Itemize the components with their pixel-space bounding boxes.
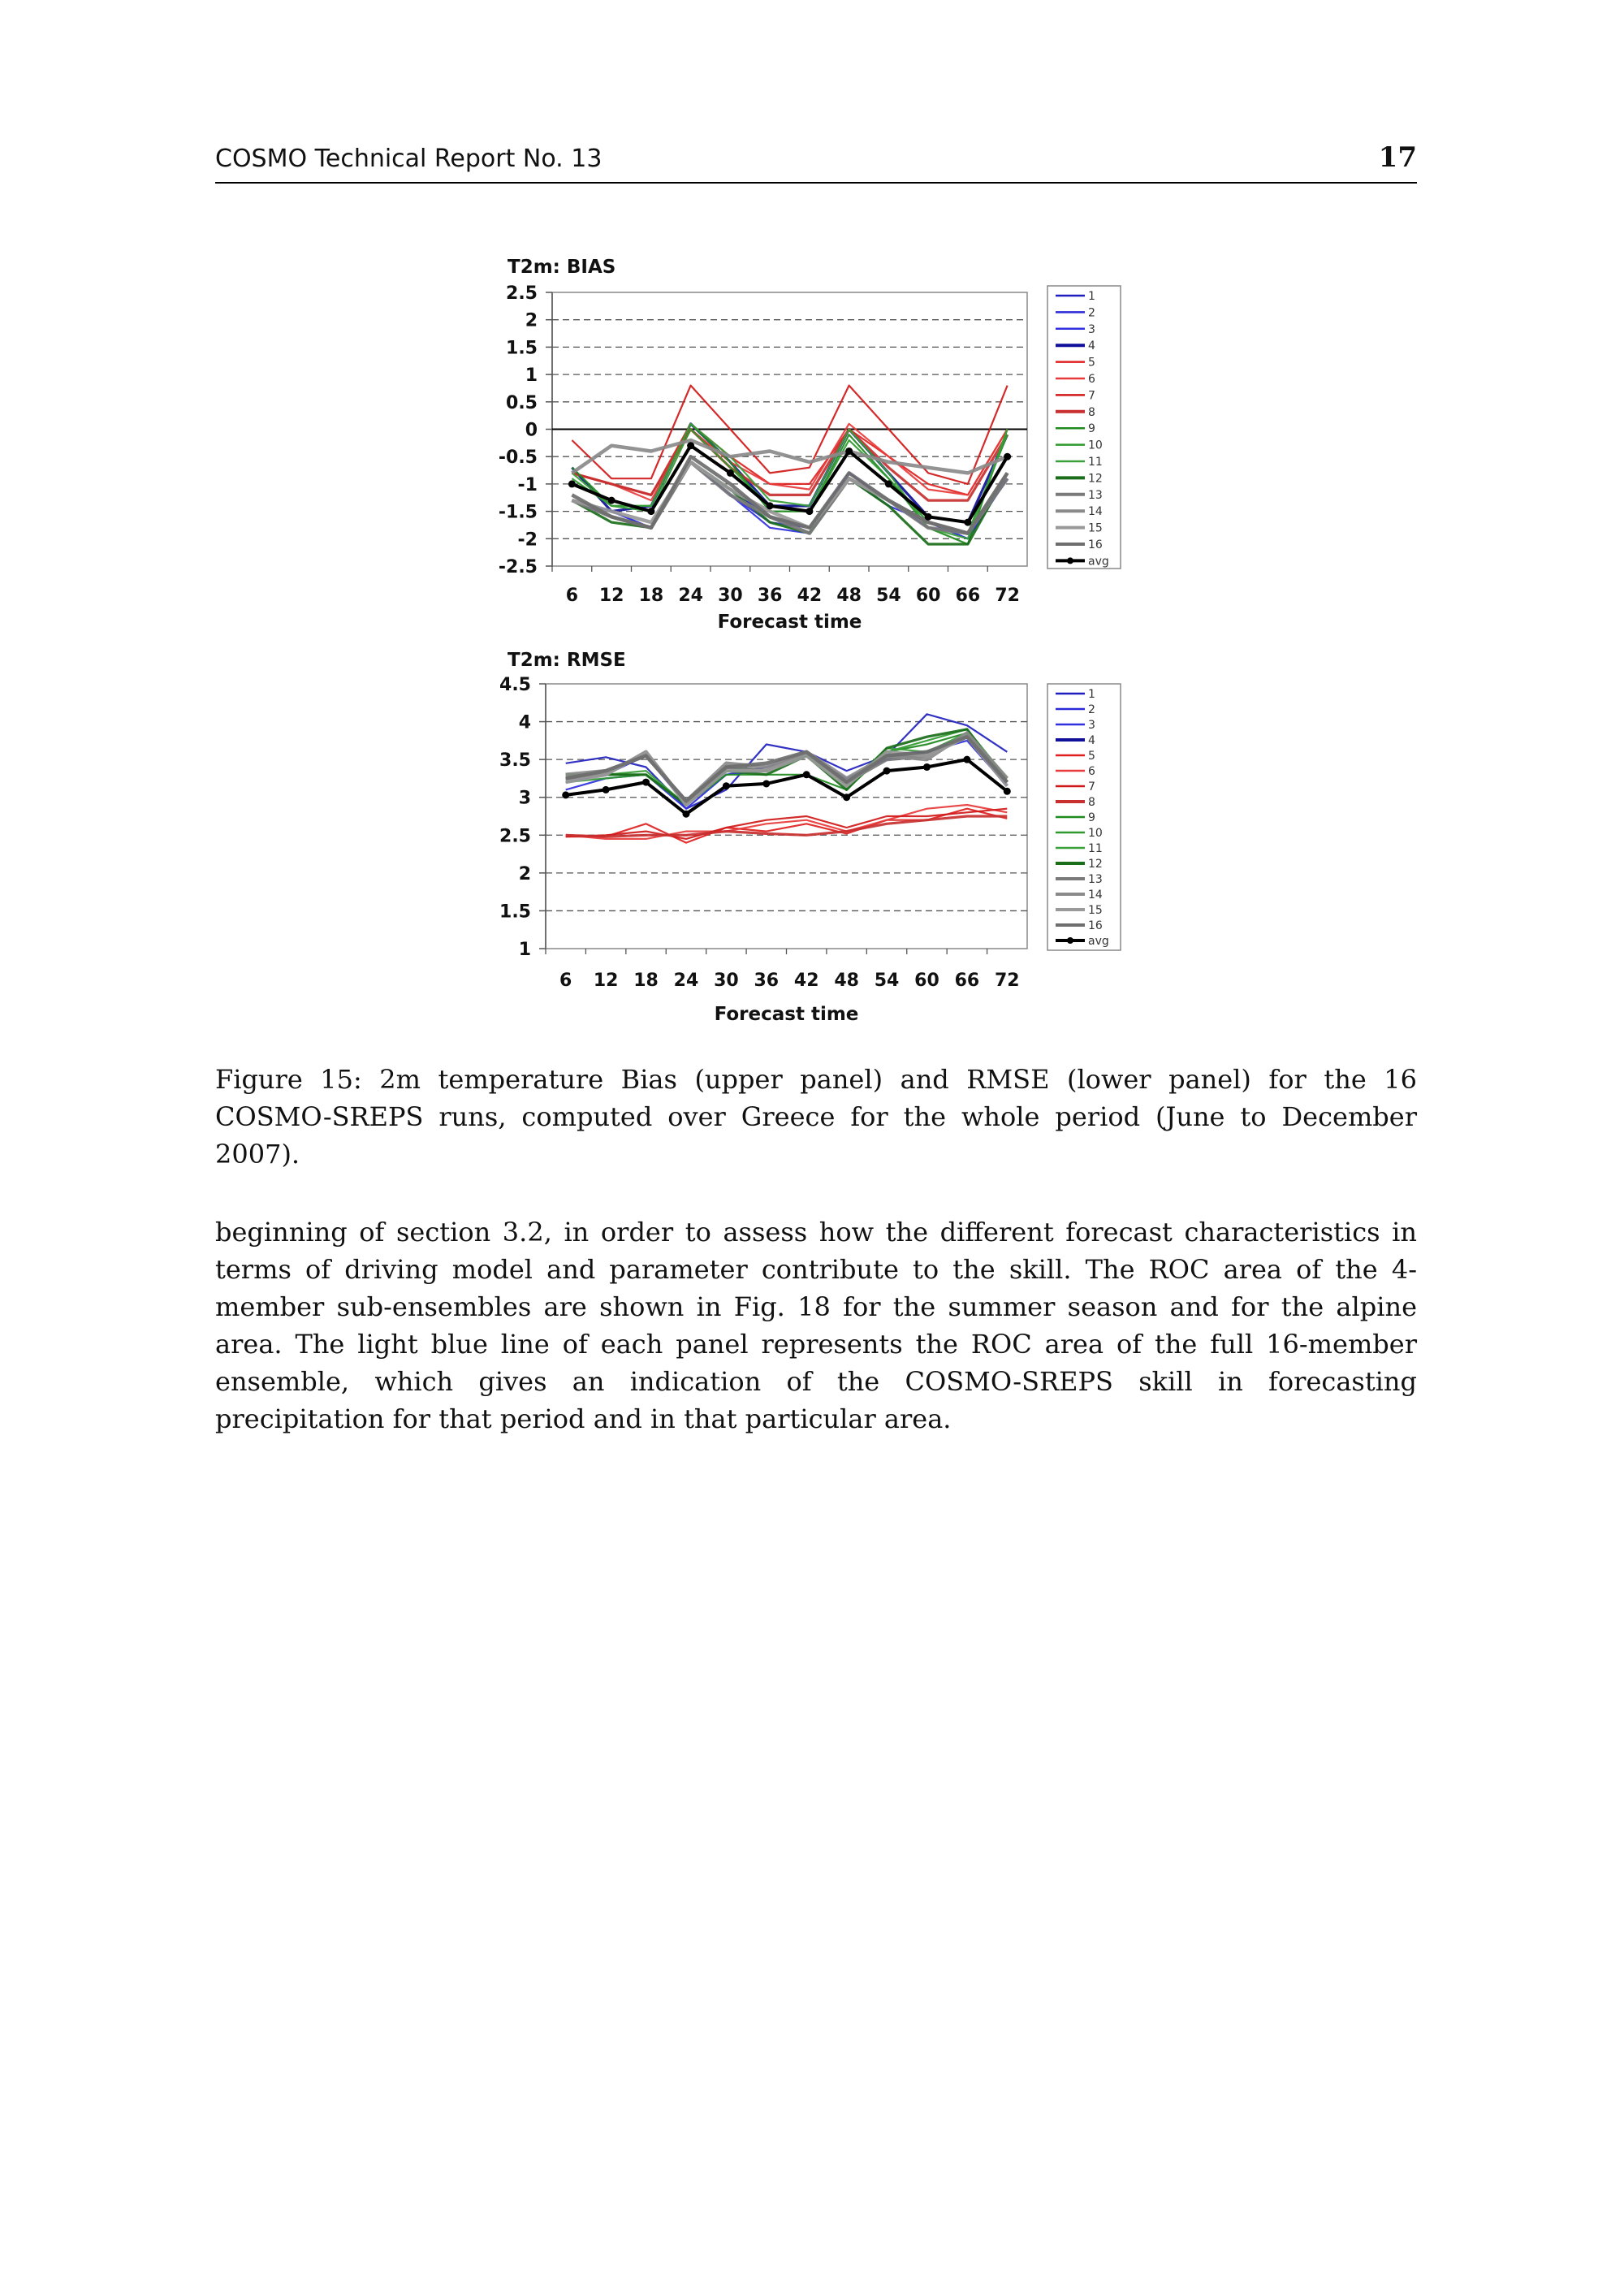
legend-label: 12 [1088,858,1103,871]
x-tick-label: 42 [793,971,819,991]
x-tick-label: 24 [673,971,699,991]
legend-label: 14 [1088,505,1103,519]
legend-label: 2 [1088,306,1095,320]
legend-label: 5 [1088,750,1095,763]
legend-avg-marker [1067,937,1073,944]
legend-label: 5 [1088,356,1095,370]
legend-label: avg [1088,935,1109,948]
x-tick-label: 48 [836,586,862,606]
avg-point [1004,788,1011,795]
legend-label: 11 [1088,842,1103,855]
y-tick-label: 2 [518,863,531,884]
y-tick-label: 2.5 [499,826,531,847]
legend-label: 6 [1088,765,1095,778]
legend-label: 14 [1088,889,1103,902]
legend-label: 8 [1088,796,1095,809]
legend-label: 15 [1088,521,1103,535]
legend-label: 7 [1088,389,1095,403]
legend-label: 4 [1088,734,1095,747]
series-line-16 [566,737,1008,801]
avg-point [883,767,891,775]
x-axis-title: Forecast time [717,612,862,633]
avg-point [963,756,970,763]
y-tick-label: -2 [517,530,538,551]
x-tick-label: 72 [995,586,1020,606]
avg-point [682,811,689,818]
y-tick-label: 1.5 [499,902,531,923]
x-tick-label: 36 [754,971,780,991]
x-tick-label: 36 [757,586,783,606]
legend-label: 8 [1088,405,1095,419]
y-tick-label: 1 [518,940,531,960]
series-line-5 [566,809,1008,843]
avg-point [562,791,569,798]
y-tick-label: 4 [518,712,531,733]
y-tick-label: 4.5 [499,675,531,695]
y-tick-label: 1 [525,365,538,387]
chart-title: T2m: BIAS [508,257,616,278]
legend-label: 7 [1088,780,1095,793]
report-title: COSMO Technical Report No. 13 [215,145,603,173]
x-tick-label: 48 [834,971,859,991]
legend-label: 12 [1088,472,1103,486]
page-number: 17 [1378,141,1417,174]
x-tick-label: 30 [714,971,739,991]
x-tick-label: 24 [678,586,703,606]
avg-point [723,782,730,789]
y-tick-label: 0 [525,420,538,441]
y-tick-label: 3.5 [499,750,531,772]
x-tick-label: 6 [565,586,579,606]
legend-label: 16 [1088,919,1103,932]
avg-point [642,779,650,786]
chart-title: T2m: RMSE [508,650,626,671]
y-tick-label: 2 [525,310,538,331]
figure-caption: Figure 15: 2m temperature Bias (upper panel) and RMSE (lower panel) for the 16 COSMO-SREPS runs, computed over Greece for the whole period (June to December 2007). [215,1064,1417,1170]
avg-point [923,763,931,771]
legend-label: 10 [1088,439,1103,452]
y-tick-label: -1.5 [498,502,538,523]
y-tick-label: 1.5 [506,338,538,359]
legend-label: 2 [1088,703,1095,716]
avg-point [803,771,810,778]
x-tick-label: 42 [797,586,823,606]
y-tick-label: -1 [517,474,538,495]
body-paragraph: beginning of section 3.2, in order to assess how the different forecast characteristics in terms of driving model and parameter contribute to the skill. The ROC area of the 4-member sub-ensembles are shown in Fig. 18 for the summer season and for the alpine area. The light blue line of each panel represents the ROC area of the full 16-member ensemble, which gives an indication of the COSMO-SREPS skill in forecasting precipitation for that period and in that particular area. [215,1217,1417,1434]
x-tick-label: 54 [874,971,900,991]
legend-label: 3 [1088,322,1095,336]
x-tick-label: 60 [914,971,939,991]
legend-label: avg [1088,555,1109,569]
legend-label: 1 [1088,688,1095,701]
legend-label: 6 [1088,373,1095,386]
x-tick-label: 6 [559,971,572,991]
avg-point [603,786,610,793]
legend-label: 9 [1088,811,1095,824]
series-line-14 [566,733,1008,802]
x-tick-label: 18 [633,971,659,991]
x-tick-label: 30 [718,586,743,606]
x-tick-label: 66 [954,971,980,991]
y-tick-label: -2.5 [498,557,538,577]
series-line-avg [566,759,1008,814]
legend-label: 11 [1088,456,1103,469]
x-tick-label: 12 [598,586,624,606]
x-tick-label: 54 [876,586,901,606]
series-line-9 [566,733,1008,806]
series-line-11 [566,733,1008,806]
y-tick-label: -0.5 [498,448,538,469]
legend-label: 10 [1088,827,1103,840]
y-tick-label: 0.5 [506,392,538,413]
rmse-chart [0,0,1624,1056]
legend-label: 1 [1088,290,1095,303]
y-tick-label: 2.5 [506,283,538,304]
x-axis-title: Forecast time [714,1004,859,1025]
legend-label: 15 [1088,904,1103,917]
legend-label: 13 [1088,488,1103,502]
x-tick-label: 72 [994,971,1020,991]
legend-label: 9 [1088,422,1095,436]
x-tick-label: 12 [593,971,619,991]
legend-label: 16 [1088,538,1103,551]
avg-point [843,793,850,801]
legend-label: 3 [1088,719,1095,732]
avg-point [762,780,770,787]
legend-label: 4 [1088,339,1095,353]
x-tick-label: 18 [638,586,664,606]
y-tick-label: 3 [518,788,531,809]
x-tick-label: 66 [955,586,981,606]
x-tick-label: 60 [915,586,941,606]
legend-label: 13 [1088,873,1103,886]
